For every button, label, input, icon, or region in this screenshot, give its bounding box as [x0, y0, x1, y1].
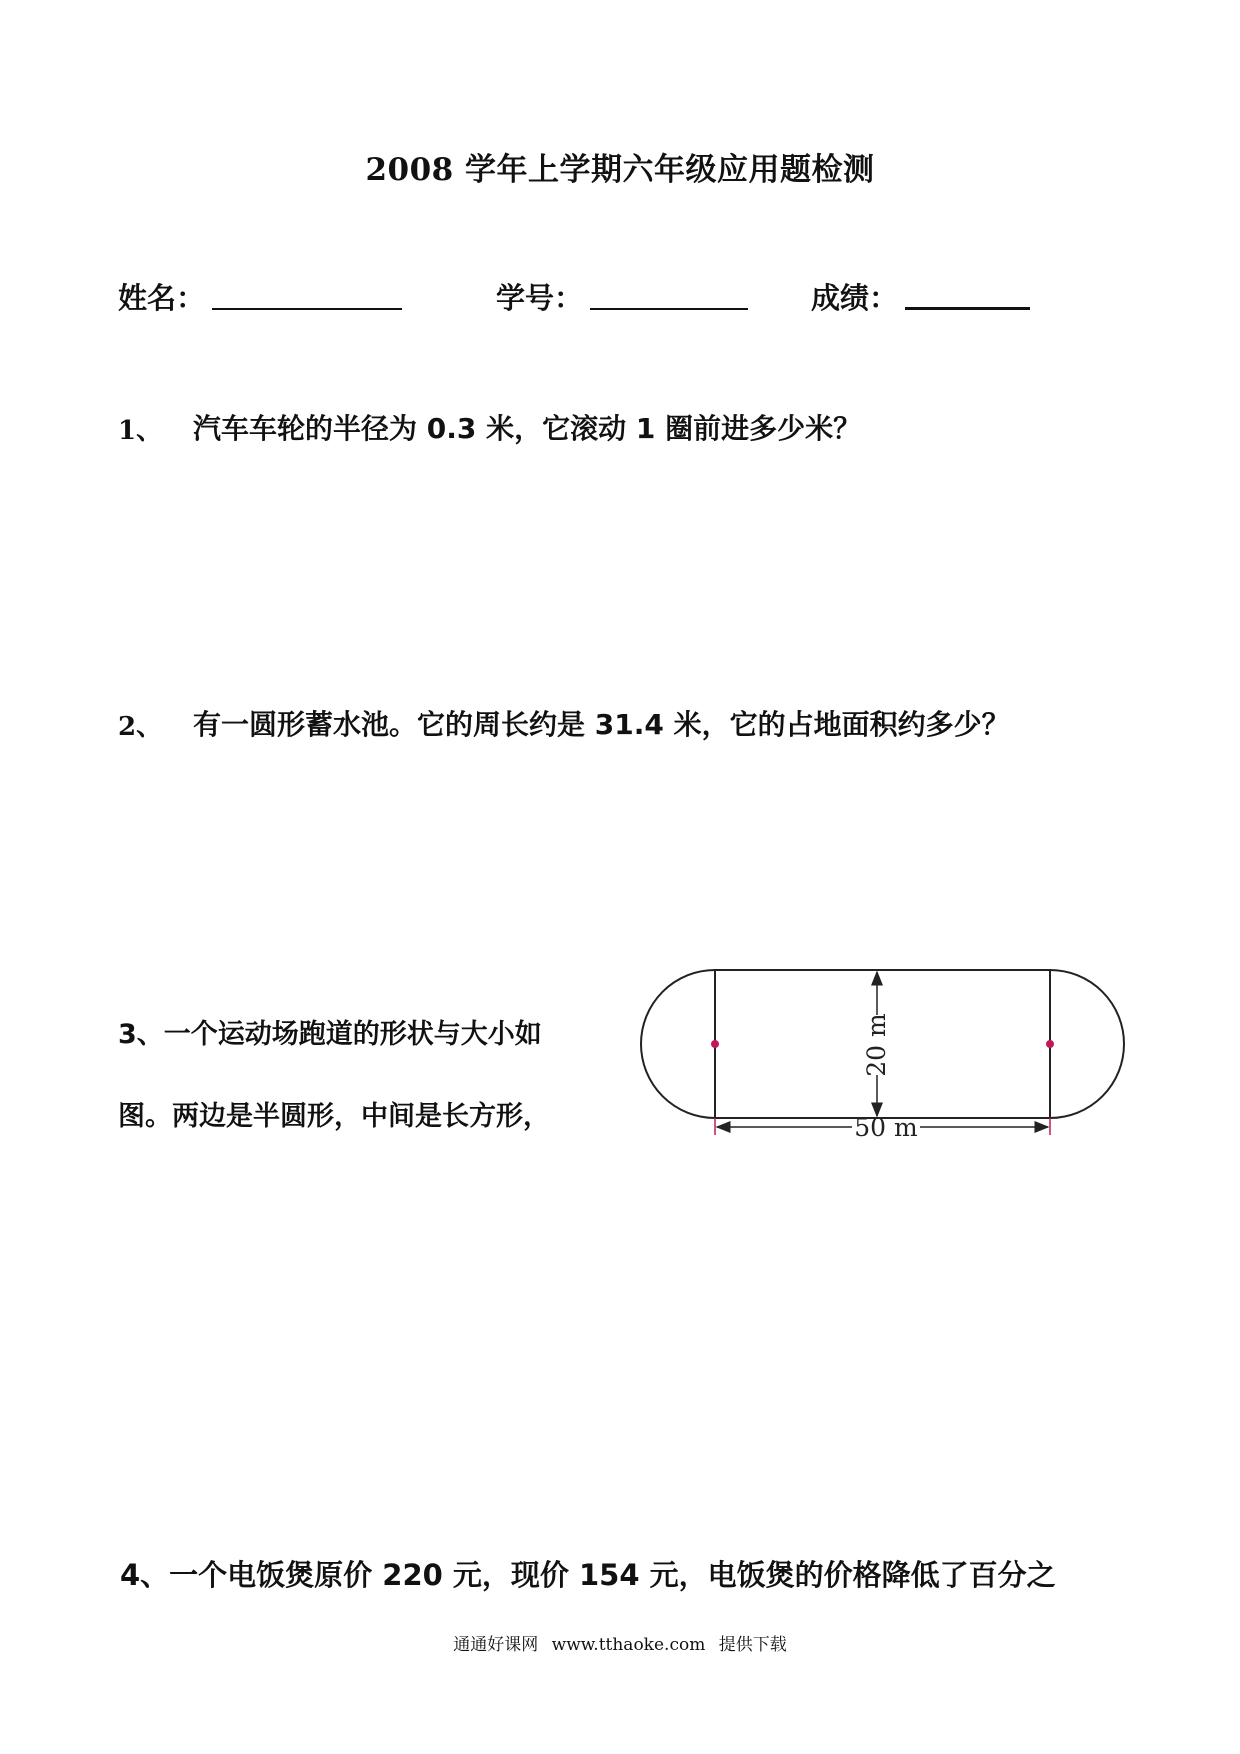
- question-2-text: 有一圆形蓄水池。它的周长约是 31.4 米，它的占地面积约多少？: [193, 708, 1010, 741]
- question-2-number: 2、: [118, 712, 163, 742]
- question-1-text: 汽车车轮的半径为 0.3 米，它滚动 1 圈前进多少米？: [193, 412, 862, 445]
- student-id-blank[interactable]: [590, 308, 748, 310]
- left-semicircle-center-dot: [711, 1040, 719, 1048]
- score-blank[interactable]: [905, 307, 1030, 310]
- question-3-line-1: 3、一个运动场跑道的形状与大小如: [118, 1019, 542, 1050]
- page-title: 2008 学年上学期六年级应用题检测: [365, 152, 875, 188]
- footer-suffix: 提供下载: [718, 1635, 787, 1655]
- name-blank[interactable]: [212, 308, 402, 310]
- question-1-number: 1、: [118, 416, 163, 446]
- student-id-label: 学号：: [496, 281, 584, 315]
- footer-url[interactable]: www.tthaoke.com: [551, 1635, 706, 1655]
- question-3-line-2: 图。两边是半圆形，中间是长方形，: [118, 1101, 550, 1132]
- question-4-text: 4、一个电饭煲原价 220 元，现价 154 元，电饭煲的价格降低了百分之: [120, 1558, 1056, 1592]
- name-label: 姓名：: [118, 281, 206, 315]
- length-label: 50 m: [854, 1113, 918, 1142]
- footer-site-name: 通通好课网: [453, 1635, 539, 1655]
- running-track-diagram: [640, 960, 1130, 1160]
- right-semicircle-center-dot: [1046, 1040, 1054, 1048]
- score-label: 成绩：: [811, 281, 899, 315]
- width-label: 20 m: [862, 1013, 891, 1077]
- footer: [0, 1630, 1240, 1655]
